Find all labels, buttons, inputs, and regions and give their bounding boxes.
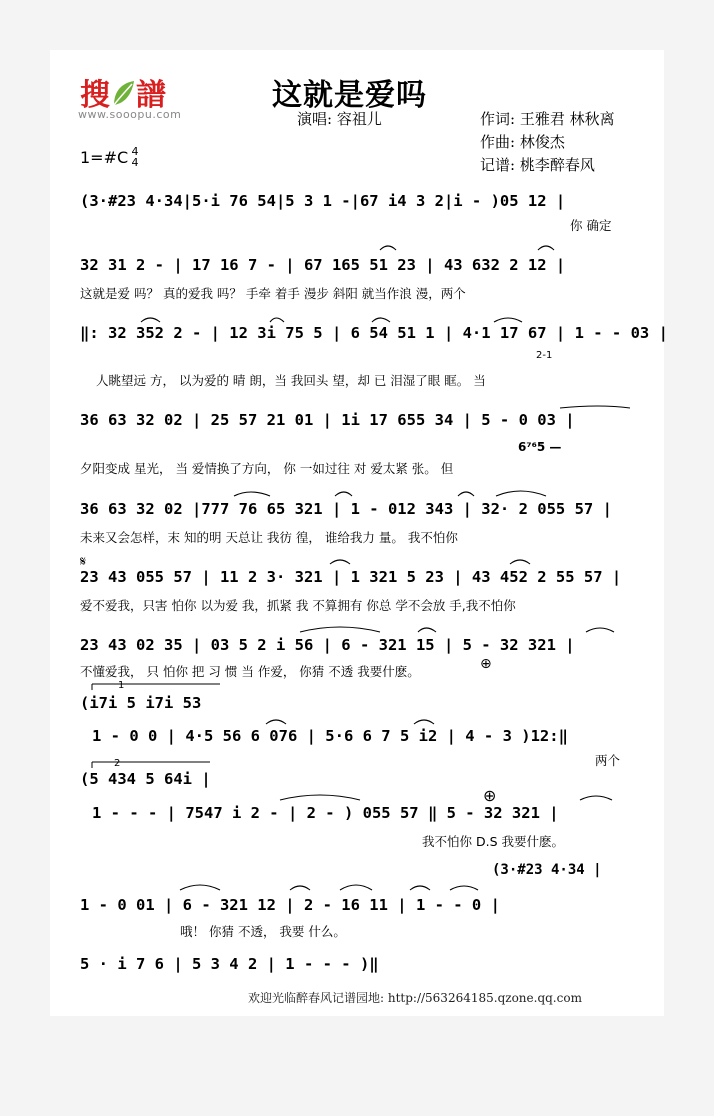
singer: 演唱: 容祖儿 [297, 110, 382, 128]
system-6-lyrics: 爱不爱我，只害 怕你 以为爱 我，抓紧 我 不算拥有 你总 学不会放 手,我不怕你 [80, 598, 516, 613]
time-signature [128, 146, 142, 168]
system-3-lyrics: 人眺望远 方， 以为爱的 晴 朗，当 我回头 望，却 已 泪湿了眼 眶。 当 [96, 373, 486, 388]
logo-url[interactable]: www.sooopu.com [78, 108, 182, 121]
system-5-lyrics: 未来又会怎样，末 知的明 天总让 我彷 徨， 谁给我力 量。 我不怕你 [80, 530, 458, 545]
fermata-mark: 2-1 [536, 350, 553, 361]
system-8-lyrics: 两个 [595, 753, 621, 768]
footer-credit: 欢迎光临醉春风记谱园地: http://563264185.qzone.qq.com [248, 991, 582, 1005]
system-10-notes: 1 - 0 01 | 6 - 321 12 | 2 - 16 11 | 1 - - 0 | [80, 896, 500, 914]
ending-1-notes: (i7i 5 i7i 53 [80, 694, 202, 712]
composer: 作曲: 林俊杰 [480, 133, 565, 151]
system-10-lyrics: 哦！ 你猜 不透， 我要 什么。 [180, 924, 346, 939]
system-8-notes: 1 - 0 0 | 4·5 56 6 076 | 5·6 6 7 5 i2 | 4 - 3 )12:‖ [92, 727, 568, 745]
system-7-notes: 23 43 02 35 | 03 5 2 i 56 | 6 - 321 15 | 5 - 32 321 | [80, 636, 575, 654]
coda-icon: ⊕ [480, 656, 492, 672]
ending-1-mark: 1 [118, 680, 125, 691]
system-5-notes: 36 63 32 02 |777 76 65 321 | 1 - 012 343 | 32· 2 055 57 | [80, 500, 612, 518]
intro-repeat: (3·#23 4·34 | [492, 862, 602, 878]
transcriber: 记谱: 桃李醉春风 [480, 156, 595, 174]
system-4-notes: 36 63 32 02 | 25 57 21 01 | 1i 17 655 34 | 5 - 0 03 | [80, 411, 575, 429]
grace-note-mark: 6⁷⁶5 — [518, 440, 562, 454]
song-title: 这就是爱吗 [272, 78, 427, 113]
system-6-notes: 23 43 055 57 | 11 2 3· 321 | 1 321 5 23 | 43 452 2 55 57 | [80, 568, 622, 586]
system-2-lyrics: 这就是爱 吗？ 真的爱我 吗？ 手牵 着手 漫步 斜阳 就当作浪 漫，两个 [80, 286, 466, 301]
system-9-lyrics: 我不怕你 D.S 我要什麽。 [422, 834, 564, 849]
site-logo[interactable] [80, 70, 200, 113]
system-4-lyrics: 夕阳变成 星光， 当 爱情换了方向， 你 一如过往 对 爱太紧 张。 但 [80, 461, 454, 476]
system-2-notes: 32 31 2 - | 17 16 7 - | 67 165 51 23 | 43 632 2 12 | [80, 256, 566, 274]
ending-2-notes: (5 434 5 64i | [80, 770, 211, 788]
system-7-lyrics: 不懂爱我， 只 怕你 把 习 惯 当 作爱， 你猜 不透 我要什麽。 [80, 664, 420, 679]
system-1-lyrics: 你 确定 [570, 218, 612, 233]
ending-2-mark: 2 [114, 758, 121, 769]
time-signature-top: 4 [131, 145, 139, 158]
lyricist: 作词: 王雅君 林秋离 [480, 110, 615, 128]
system-9-notes: 1 - - - | 7547 i 2 - | 2 - ) 055 57 ‖ 5 - 32 321 | [92, 804, 559, 822]
system-1-notes: (3·#23 4·34|5·i 76 54|5 3 1 -|67 i4 3 2|i - )05 12 | [80, 192, 566, 210]
leaf-icon [110, 79, 136, 109]
logo-char-sou: 搜 [80, 78, 110, 113]
system-3-notes: ‖: 32 352 2 - | 12 3i 75 5 | 6 54 51 1 | 4·1 17 67 | 1 - - 03 | [80, 324, 668, 342]
coda-icon-2: ⊕ [483, 786, 497, 805]
logo-char-pu: 譜 [136, 78, 166, 113]
segno-icon: 𝄋 [80, 554, 87, 570]
key-signature: 1=#C [80, 148, 129, 167]
system-11-notes: 5 · i 7 6 | 5 3 4 2 | 1 - - - )‖ [80, 955, 379, 973]
time-signature-bottom: 4 [131, 156, 139, 169]
